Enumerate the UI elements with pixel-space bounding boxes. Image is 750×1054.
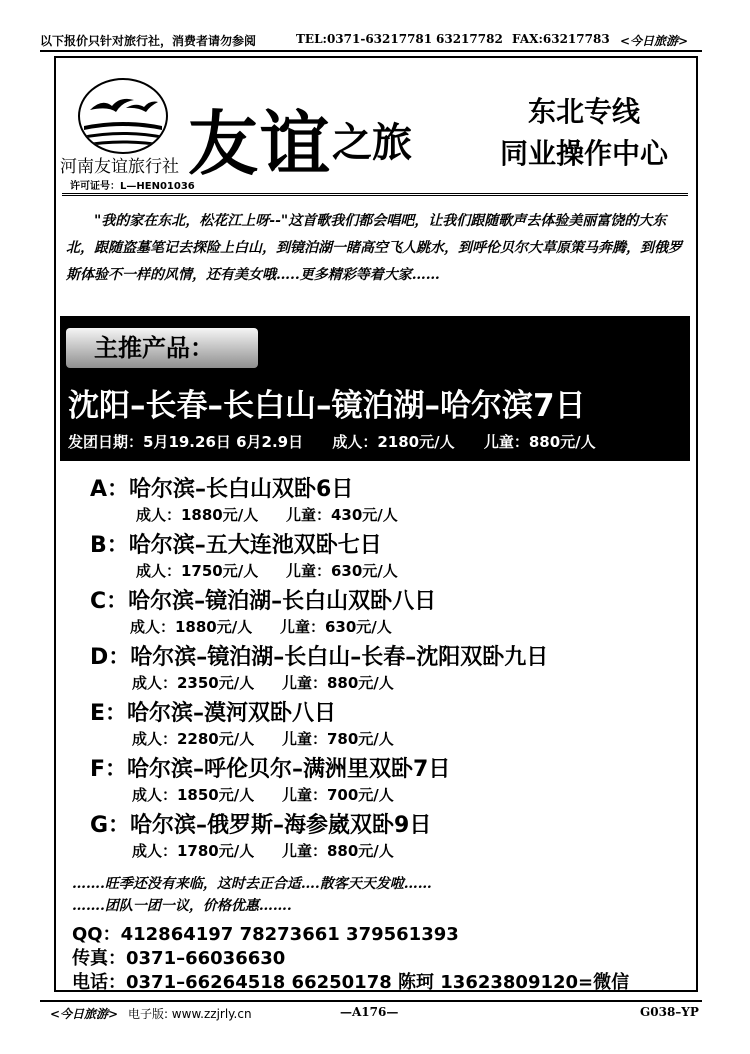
footer-page-number: —A176— [340,1005,399,1019]
birds-logo-icon [80,80,166,152]
route-price [132,840,432,861]
route-price [132,672,432,693]
footer-code: G038–YP [640,1005,699,1019]
title-right-line1: 东北专线 [528,95,641,128]
featured-route: 沈阳–长春–长白山–镜泊湖–哈尔滨7日 [68,388,586,424]
featured-dates: 发团日期：5月19.26日 6月2.9日 [68,433,304,451]
agency-logo [78,78,168,154]
route-child-price: 儿童：630元/人 [280,618,392,636]
contact-phone: 电话：0371–66264518 66250178 陈珂 13623809120=微信 [72,972,630,993]
route-adult-price: 成人：1880元/人 [136,506,259,524]
intro-paragraph [66,208,684,289]
title-main: 友谊 [188,102,332,185]
featured-info [68,431,620,452]
closing-note [72,873,432,917]
bottom-rule [40,1000,702,1002]
route-adult-price: 成人：2280元/人 [132,730,255,748]
header-brand: <今日旅游> [620,34,689,48]
route-child-price: 儿童：700元/人 [282,786,394,804]
title-right-line2: 同业操作中心 [500,137,669,170]
route-adult-price: 成人：1850元/人 [132,786,255,804]
route-title: G：哈尔滨–俄罗斯–海参崴双卧9日 [90,813,432,838]
featured-adult-price: 成人：2180元/人 [332,433,455,451]
route-child-price: 儿童：880元/人 [282,842,394,860]
route-title: C：哈尔滨–镜泊湖–长白山双卧八日 [90,589,437,614]
route-adult-price: 成人：1750元/人 [136,562,259,580]
license-number: 许可证号：L—HEN01036 [70,181,195,192]
route-title: D：哈尔滨–镜泊湖–长白山–长春–沈阳双卧九日 [90,645,549,670]
title-sub: 之旅 [332,119,412,166]
route-title: F：哈尔滨–呼伦贝尔–满洲里双卧7日 [90,757,451,782]
header-tel2: 63217782 [436,32,503,46]
route-child-price: 儿童：880元/人 [282,674,394,692]
featured-child-price: 儿童：880元/人 [483,433,596,451]
route-child-price: 儿童：430元/人 [286,506,398,524]
footer-site: 电子版: www.zzjrly.cn [127,1007,252,1021]
route-price [132,728,432,749]
route-price [136,504,436,525]
title-divider [62,193,688,196]
header-notice: 以下报价只针对旅行社，消费者请勿参阅 [40,34,257,48]
contact-qq: QQ：412864197 78273661 379561393 [72,924,459,945]
route-adult-price: 成人：2350元/人 [132,674,255,692]
route-adult-price: 成人：1780元/人 [132,842,255,860]
route-price [136,560,436,581]
page-title [188,88,412,185]
contact-fax: 传真：0371–66036630 [72,948,286,969]
route-title: B：哈尔滨–五大连池双卧七日 [90,533,382,558]
route-price [130,616,430,637]
closing-line1: …….旺季还没有来临，这时去正合适….散客天天发啦…… [72,876,432,892]
header-fax: FAX:63217783 [512,32,610,46]
featured-label: 主推产品： [66,328,258,368]
route-price [132,784,432,805]
footer-brand: <今日旅游> [50,1007,119,1021]
route-title: E：哈尔滨–漠河双卧八日 [90,701,337,726]
route-title: A：哈尔滨–长白山双卧6日 [90,477,354,502]
intro-text: "我的家在东北，松花江上呀--"这首歌我们都会唱吧，让我们跟随歌声去体验美丽富饶的大东北，跟随盗墓笔记去探险上白山，到镜泊湖一睹高空飞人跳水，到呼伦贝尔大草原策马奔腾，到俄罗斯体验不一样的风情，还有美女哦…..更多精彩等着大家…… [66,213,682,283]
route-child-price: 儿童：780元/人 [282,730,394,748]
agency-name: 河南友谊旅行社 [60,157,179,177]
footer-left [50,1005,252,1022]
top-header [40,28,702,50]
header-tel: TEL:0371-63217781 [296,32,433,46]
top-rule [40,50,702,52]
route-child-price: 儿童：630元/人 [286,562,398,580]
closing-line2: …….团队一团一议，价格优惠……. [72,898,292,914]
route-adult-price: 成人：1880元/人 [130,618,253,636]
